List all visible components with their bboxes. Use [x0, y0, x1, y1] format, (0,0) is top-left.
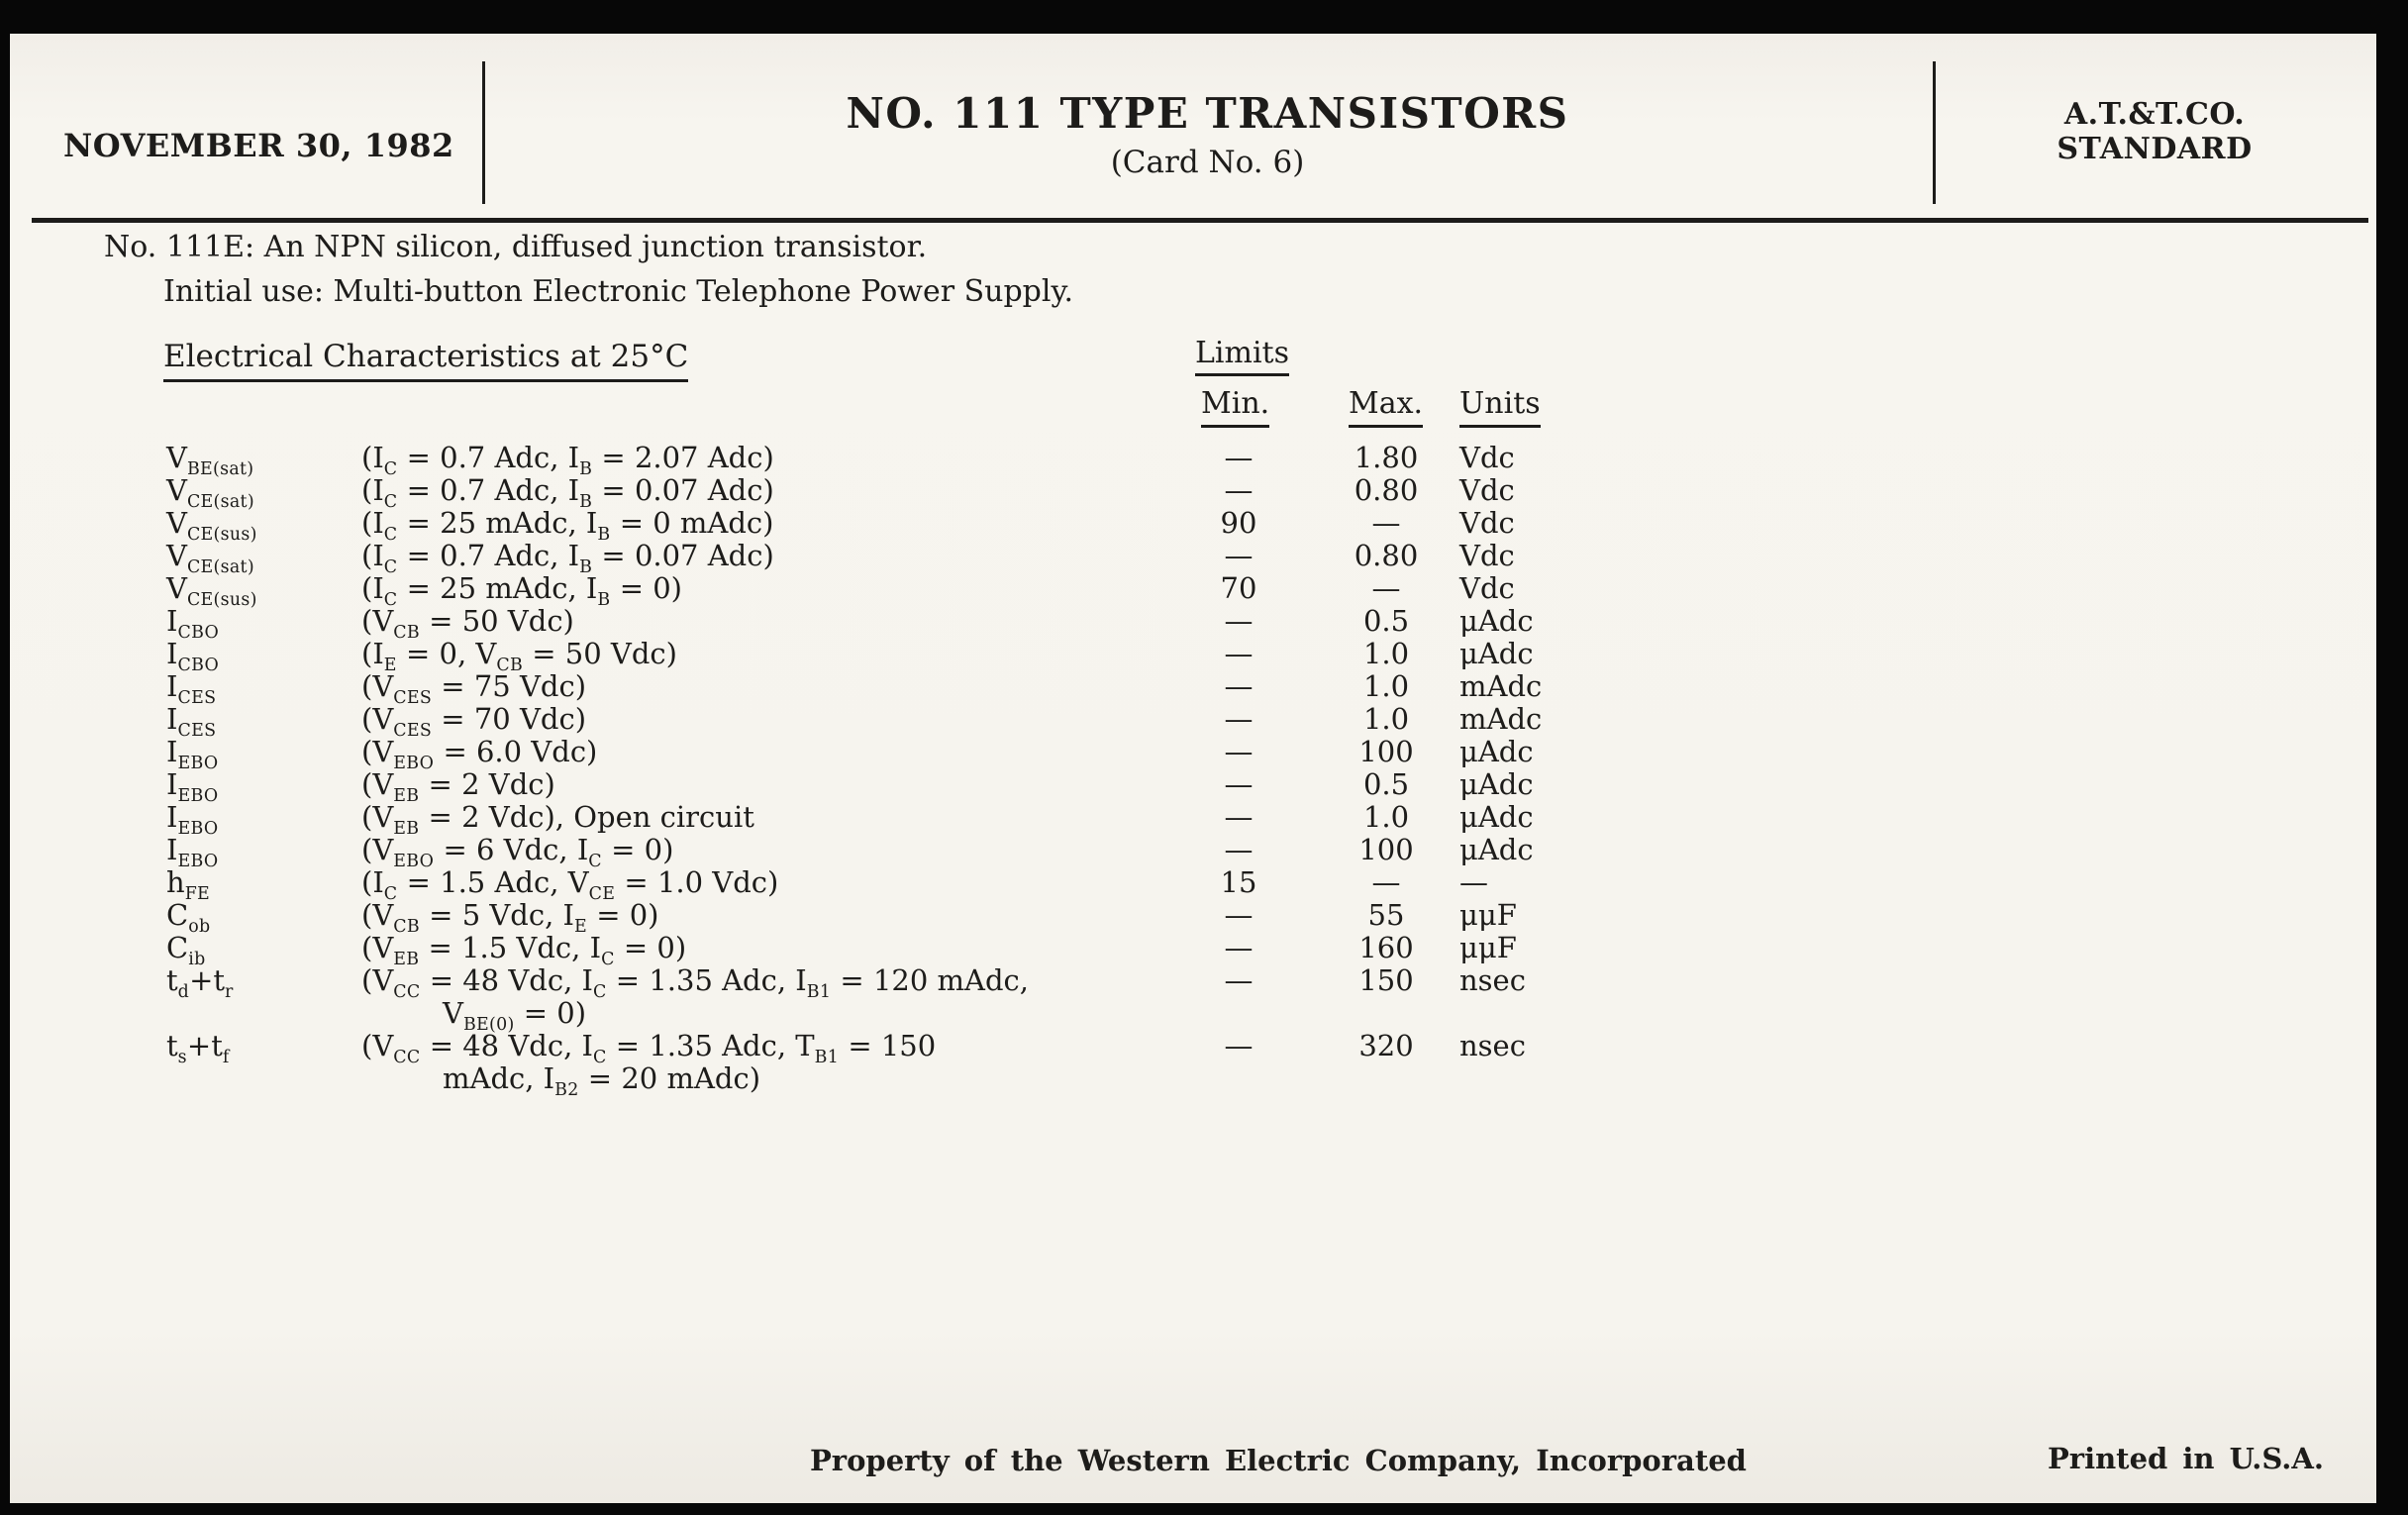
max-cell: 0.5	[1362, 767, 1410, 801]
table-row	[10, 767, 2376, 806]
condition-line: ($I_E = 0$, $V_{CB} = 50$ Vdc)	[361, 637, 677, 675]
table-row	[10, 637, 2376, 675]
parameter-cell: $I_{EBO}$	[166, 767, 219, 806]
parameter-cell: $t_s+t_f$	[166, 1029, 230, 1067]
max-cell: 1.0	[1362, 669, 1410, 703]
units-cell: Vdc	[1459, 506, 1515, 540]
card-number: (Card No. 6)	[1110, 145, 1305, 180]
header-rule	[32, 218, 2368, 223]
condition-line: ($I_C = 0.7$ Adc, $I_B = 0.07$ Adc)	[361, 473, 774, 512]
parameter-cell: $C_{ob}$	[166, 898, 211, 937]
units-cell: Vdc	[1459, 441, 1515, 474]
units-cell: Vdc	[1459, 571, 1515, 605]
max-cell: 1.0	[1362, 702, 1410, 736]
parameter-cell: $V_{BE(sat)}$	[166, 441, 254, 479]
condition-line: ($V_{CC} = 48$ Vdc, $I_C = 1.35$ Adc, $I_{B1} = 120$ mAdc,	[361, 963, 1029, 1002]
max-cell: 0.80	[1354, 473, 1419, 507]
parameter-cell: $V_{CE(sus)}$	[166, 506, 257, 545]
max-cell: 100	[1358, 735, 1414, 768]
max-cell: 160	[1358, 931, 1414, 964]
parameter-cell: $t_d+t_r$	[166, 963, 234, 1002]
min-cell: —	[1224, 473, 1254, 507]
max-cell: 320	[1358, 1029, 1414, 1062]
max-cell: 0.5	[1362, 604, 1410, 638]
condition-line: ($V_{EB} = 1.5$ Vdc, $I_C = 0$)	[361, 931, 687, 969]
min-cell: —	[1224, 669, 1254, 703]
parameter-cell: $I_{EBO}$	[166, 735, 219, 773]
min-cell: —	[1224, 539, 1254, 572]
table-row	[10, 441, 2376, 479]
min-cell: —	[1224, 931, 1254, 964]
min-cell: —	[1224, 441, 1254, 474]
table-row	[10, 604, 2376, 643]
max-cell: 1.0	[1362, 800, 1410, 834]
max-cell: —	[1371, 865, 1401, 899]
max-cell: 1.80	[1354, 441, 1419, 474]
units-cell: μAdc	[1459, 735, 1534, 768]
units-cell: μAdc	[1459, 604, 1534, 638]
max-cell: 1.0	[1362, 637, 1410, 670]
units-cell: nsec	[1459, 1029, 1526, 1062]
parameter-cell: $I_{EBO}$	[166, 833, 219, 871]
document-card	[10, 34, 2376, 1503]
table-row	[10, 931, 2376, 969]
condition-line: ($V_{EB} = 2$ Vdc), Open circuit	[361, 800, 754, 839]
table-row	[10, 865, 2376, 904]
condition-line: mAdc, $I_{B2} = 20$ mAdc)	[443, 1061, 761, 1100]
column-header-units: Units	[1459, 386, 1541, 428]
device-description: No. 111E: An NPN silicon, diffused junction transistor.	[104, 230, 928, 264]
condition-line: ($V_{CB} = 50$ Vdc)	[361, 604, 574, 643]
units-cell: μAdc	[1459, 767, 1534, 801]
header-title-block	[482, 89, 1933, 180]
org-name: A.T.&T.CO.	[2063, 97, 2246, 132]
condition-line: ($V_{EB} = 2$ Vdc)	[361, 767, 555, 806]
condition-line: ($I_C = 0.7$ Adc, $I_B = 0.07$ Adc)	[361, 539, 774, 577]
min-cell: —	[1224, 735, 1254, 768]
org-standard: STANDARD	[2057, 132, 2253, 166]
max-cell: —	[1371, 506, 1401, 540]
min-cell: —	[1224, 898, 1254, 932]
condition-line: ($V_{CES} = 70$ Vdc)	[361, 702, 587, 741]
property-notice: Property of the Western Electric Company, Incorporated	[810, 1444, 1747, 1477]
min-cell: —	[1224, 767, 1254, 801]
parameter-cell: $I_{CBO}$	[166, 604, 220, 643]
condition-line: ($V_{CB} = 5$ Vdc, $I_E = 0$)	[361, 898, 659, 937]
min-cell: 90	[1220, 506, 1257, 540]
min-cell: —	[1224, 604, 1254, 638]
units-cell: μAdc	[1459, 833, 1534, 866]
units-cell: μAdc	[1459, 800, 1534, 834]
header-date: NOVEMBER 30, 1982	[63, 127, 454, 164]
printed-in-usa: Printed in U.S.A.	[2048, 1442, 2324, 1475]
max-cell: 100	[1358, 833, 1414, 866]
table-row	[10, 571, 2376, 610]
units-cell: Vdc	[1459, 473, 1515, 507]
condition-line: ($V_{CES} = 75$ Vdc)	[361, 669, 587, 708]
min-cell: 15	[1220, 865, 1257, 899]
parameter-cell: $V_{CE(sat)}$	[166, 473, 254, 512]
units-cell: μμF	[1459, 898, 1517, 932]
condition-line: $V_{BE(0)} = 0$)	[443, 996, 587, 1035]
condition-line: ($I_C = 0.7$ Adc, $I_B = 2.07$ Adc)	[361, 441, 774, 479]
units-cell: —	[1459, 865, 1488, 899]
units-cell: μμF	[1459, 931, 1517, 964]
parameter-cell: $h_{FE}$	[166, 865, 211, 904]
table-row	[10, 1029, 2376, 1100]
table-row	[10, 539, 2376, 577]
condition-line: ($I_C = 1.5$ Adc, $V_{CE} = 1.0$ Vdc)	[361, 865, 779, 904]
table-row	[10, 833, 2376, 871]
parameter-cell: $V_{CE(sus)}$	[166, 571, 257, 610]
table-row	[10, 506, 2376, 545]
min-cell: —	[1224, 1029, 1254, 1062]
table-row	[10, 702, 2376, 741]
condition-line: ($V_{EBO} = 6$ Vdc, $I_C = 0$)	[361, 833, 674, 871]
min-cell: —	[1224, 963, 1254, 997]
max-cell: 150	[1358, 963, 1414, 997]
condition-line: ($V_{CC} = 48$ Vdc, $I_C = 1.35$ Adc, $T_{B1} = 150$	[361, 1029, 937, 1067]
min-cell: —	[1224, 637, 1254, 670]
min-cell: 70	[1220, 571, 1257, 605]
page-title: NO. 111 TYPE TRANSISTORS	[846, 89, 1569, 138]
condition-line: ($I_C = 25$ mAdc, $I_B = 0$ mAdc)	[361, 506, 774, 545]
min-cell: —	[1224, 833, 1254, 866]
units-cell: Vdc	[1459, 539, 1515, 572]
table-row	[10, 800, 2376, 839]
max-cell: 55	[1367, 898, 1405, 932]
condition-line: ($I_C = 25$ mAdc, $I_B = 0$)	[361, 571, 682, 610]
units-cell: μAdc	[1459, 637, 1534, 670]
parameter-cell: $V_{CE(sat)}$	[166, 539, 254, 577]
condition-line: ($V_{EBO} = 6.0$ Vdc)	[361, 735, 598, 773]
table-row	[10, 735, 2376, 773]
initial-use: Initial use: Multi-button Electronic Telephone Power Supply.	[163, 274, 1073, 309]
table-row	[10, 898, 2376, 937]
units-cell: nsec	[1459, 963, 1526, 997]
column-header-min: Min.	[1201, 386, 1269, 428]
min-cell: —	[1224, 702, 1254, 736]
max-cell: 0.80	[1354, 539, 1419, 572]
parameter-cell: $I_{CES}$	[166, 702, 217, 741]
parameter-cell: $I_{CBO}$	[166, 637, 220, 675]
max-cell: —	[1371, 571, 1401, 605]
electrical-characteristics-heading: Electrical Characteristics at 25°C	[163, 339, 688, 382]
table-row	[10, 473, 2376, 512]
characteristics-table	[10, 441, 2376, 1100]
table-row	[10, 669, 2376, 708]
column-header-max: Max.	[1349, 386, 1423, 428]
parameter-cell: $I_{CES}$	[166, 669, 217, 708]
units-cell: mAdc	[1459, 669, 1543, 703]
parameter-cell: $I_{EBO}$	[166, 800, 219, 839]
org-block	[1933, 97, 2376, 166]
min-cell: —	[1224, 800, 1254, 834]
units-cell: mAdc	[1459, 702, 1543, 736]
table-row	[10, 963, 2376, 1035]
parameter-cell: $C_{ib}$	[166, 931, 206, 969]
limits-heading: Limits	[1195, 336, 1289, 376]
